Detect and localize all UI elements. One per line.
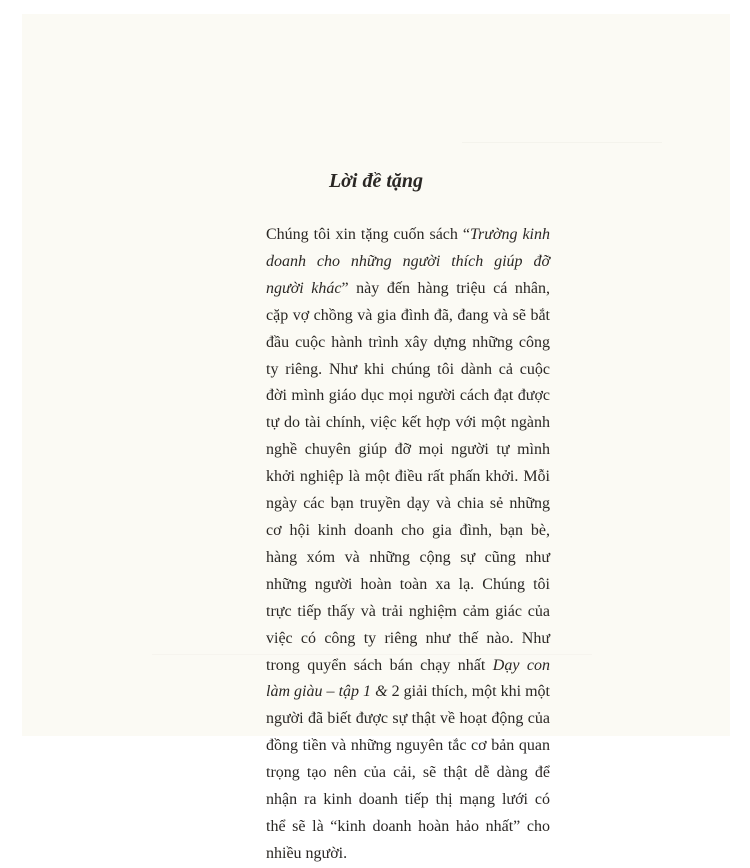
- book-title-italic: Trường kinh doanh cho những người thích giúp đỡ người khác: [266, 226, 551, 297]
- dedication-title: Lời đề tặng: [328, 170, 424, 192]
- paragraph-segment-3: 2 giải thích, một khi một người đã biết được sự thật về hoạt động của đồng tiền và những nguyên tắc cơ bản quan trọng tạo nên của cải, sẽ thật dễ dàng để nhận ra kinh doanh tiếp thị mạng lưới có thể sẽ là “kinh doanh hoàn hảo nhất” cho nhiều người.: [266, 683, 550, 862]
- dedication-paragraph: [266, 222, 550, 868]
- bestseller-title-italic: Dạy con làm giàu – tập 1 &: [266, 656, 550, 701]
- paragraph-segment-2: ” này đến hàng triệu cá nhân, cặp vợ chồng và gia đình đã, đang và sẽ bắt đầu cuộc hành trình xây dựng những công ty riêng. Như khi chúng tôi dành cả cuộc đời mình giáo dục mọi người cách đạt được tự do tài chính, việc kết hợp với một ngành nghề chuyên giúp đỡ mọi người tự mình khởi nghiệp là một điều rất phấn khởi. Mỗi ngày các bạn truyền dạy và chia sẻ những cơ hội kinh doanh cho gia đình, bạn bè, hàng xóm và những cộng sự cũng như những người hoàn toàn xa lạ. Chúng tôi trực tiếp thấy và trải nghiệm cảm giác của việc có công ty riêng như thế nào. Như trong quyển sách bán chạy nhất: [266, 279, 550, 674]
- paragraph-segment-1: Chúng tôi xin tặng cuốn sách “: [266, 226, 470, 243]
- book-page: [22, 14, 730, 862]
